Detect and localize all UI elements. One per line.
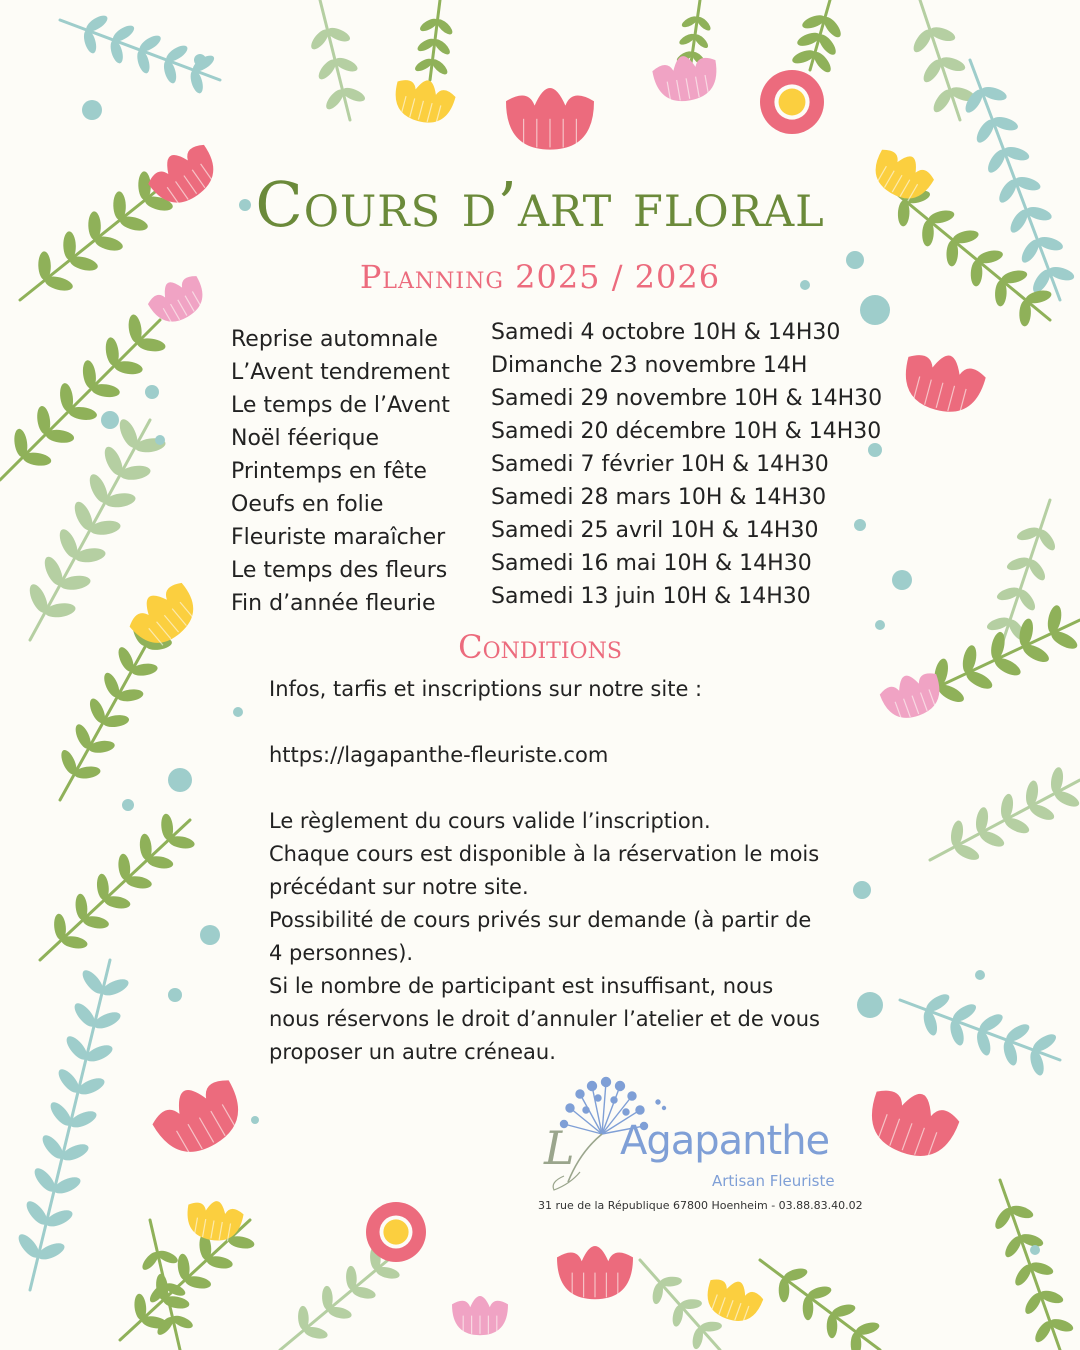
decorative-dot bbox=[853, 881, 871, 899]
course-name-list bbox=[231, 323, 450, 620]
decorative-dot bbox=[155, 435, 165, 445]
fern-branch bbox=[992, 1180, 1074, 1350]
conditions-heading: Conditions bbox=[458, 628, 622, 666]
fern-branch bbox=[308, 0, 367, 120]
decorative-dot bbox=[975, 970, 985, 980]
tulip-flower bbox=[452, 1296, 508, 1335]
course-date: Samedi 29 novembre 10H & 14H30 bbox=[491, 386, 883, 411]
course-name: Noël féerique bbox=[231, 426, 379, 451]
conditions-text bbox=[269, 673, 829, 1069]
decorative-dot bbox=[194, 54, 206, 66]
course-name: Printemps en fête bbox=[231, 459, 427, 484]
tulip-flower bbox=[860, 1079, 964, 1167]
course-date: Samedi 20 décembre 10H & 14H30 bbox=[491, 419, 882, 444]
fern-branch bbox=[930, 766, 1080, 863]
round-flower bbox=[760, 70, 824, 134]
course-name: Reprise automnale bbox=[231, 327, 438, 352]
decorative-dot bbox=[200, 925, 220, 945]
fern-branch bbox=[26, 417, 166, 640]
tulip-flower bbox=[506, 88, 594, 150]
decorative-dot bbox=[1030, 1245, 1040, 1255]
conditions-intro: Infos, tarfis et inscriptions sur notre site : bbox=[269, 677, 703, 701]
decorative-dot bbox=[857, 992, 883, 1018]
decorative-dot bbox=[251, 1116, 259, 1124]
shop-address: 31 rue de la République 67800 Hoenheim - 03.88.83.40.02 bbox=[538, 1199, 863, 1212]
course-date-list bbox=[491, 316, 882, 613]
course-name: Oeufs en folie bbox=[231, 492, 384, 517]
website-link[interactable]: https://lagapanthe-fleuriste.com bbox=[269, 743, 609, 767]
condition-line: Si le nombre de participant est insuffisant, nous nous réservons le droit d’annuler l’atelier et de vous proposer un autre créneau. bbox=[269, 974, 820, 1064]
fern-branch bbox=[910, 0, 977, 120]
condition-line: Possibilité de cours privés sur demande (à partir de 4 personnes). bbox=[269, 908, 812, 965]
brand-tagline: Artisan Fleuriste bbox=[712, 1172, 835, 1190]
course-date: Samedi 28 mars 10H & 14H30 bbox=[491, 485, 827, 510]
fern-branch bbox=[413, 0, 455, 80]
fern-branch bbox=[60, 13, 220, 95]
course-name: L’Avent tendrement bbox=[231, 360, 450, 385]
planning-subtitle: Planning 2025 / 2026 bbox=[359, 258, 721, 296]
course-date: Samedi 13 juin 10H & 14H30 bbox=[491, 584, 811, 609]
decorative-dot bbox=[122, 799, 134, 811]
fern-branch bbox=[15, 960, 131, 1290]
tulip-flower bbox=[651, 51, 722, 106]
tulip-flower bbox=[146, 1069, 253, 1166]
decorative-dot bbox=[168, 768, 192, 792]
fern-branch bbox=[791, 0, 844, 75]
tulip-flower bbox=[897, 345, 989, 420]
condition-line: Chaque cours est disponible à la réservation le mois précédant sur notre site. bbox=[269, 842, 820, 899]
decorative-dot bbox=[101, 411, 119, 429]
round-flower bbox=[366, 1202, 426, 1262]
tulip-flower bbox=[557, 1246, 633, 1299]
course-name: Fleuriste maraîcher bbox=[231, 525, 446, 550]
page-title: Cours d’art floral bbox=[255, 168, 825, 241]
fern-branch bbox=[40, 813, 196, 960]
fern-branch bbox=[140, 1220, 195, 1350]
fern-branch bbox=[900, 991, 1060, 1077]
tulip-flower bbox=[389, 73, 458, 129]
course-date: Samedi 16 mai 10H & 14H30 bbox=[491, 551, 812, 576]
fern-branch bbox=[0, 314, 166, 480]
decorative-dot bbox=[168, 988, 182, 1002]
course-date: Dimanche 23 novembre 14H bbox=[491, 353, 808, 378]
fern-branch bbox=[280, 1246, 401, 1350]
fern-branch bbox=[760, 1260, 881, 1350]
brand-name: Agapanthe bbox=[620, 1118, 830, 1164]
decorative-dot bbox=[892, 570, 912, 590]
course-name: Fin d’année fleurie bbox=[231, 591, 436, 616]
condition-line: Le règlement du cours valide l’inscription. bbox=[269, 809, 711, 833]
decorative-dot bbox=[233, 707, 243, 717]
decorative-dot bbox=[82, 100, 102, 120]
logo-letter: L bbox=[544, 1121, 575, 1175]
course-date: Samedi 4 octobre 10H & 14H30 bbox=[491, 320, 841, 345]
tulip-flower bbox=[700, 1272, 766, 1328]
course-date: Samedi 7 février 10H & 14H30 bbox=[491, 452, 829, 477]
course-date: Samedi 25 avril 10H & 14H30 bbox=[491, 518, 819, 543]
course-name: Le temps des fleurs bbox=[231, 558, 448, 583]
course-name: Le temps de l’Avent bbox=[231, 393, 450, 418]
decorative-dot bbox=[145, 385, 159, 399]
